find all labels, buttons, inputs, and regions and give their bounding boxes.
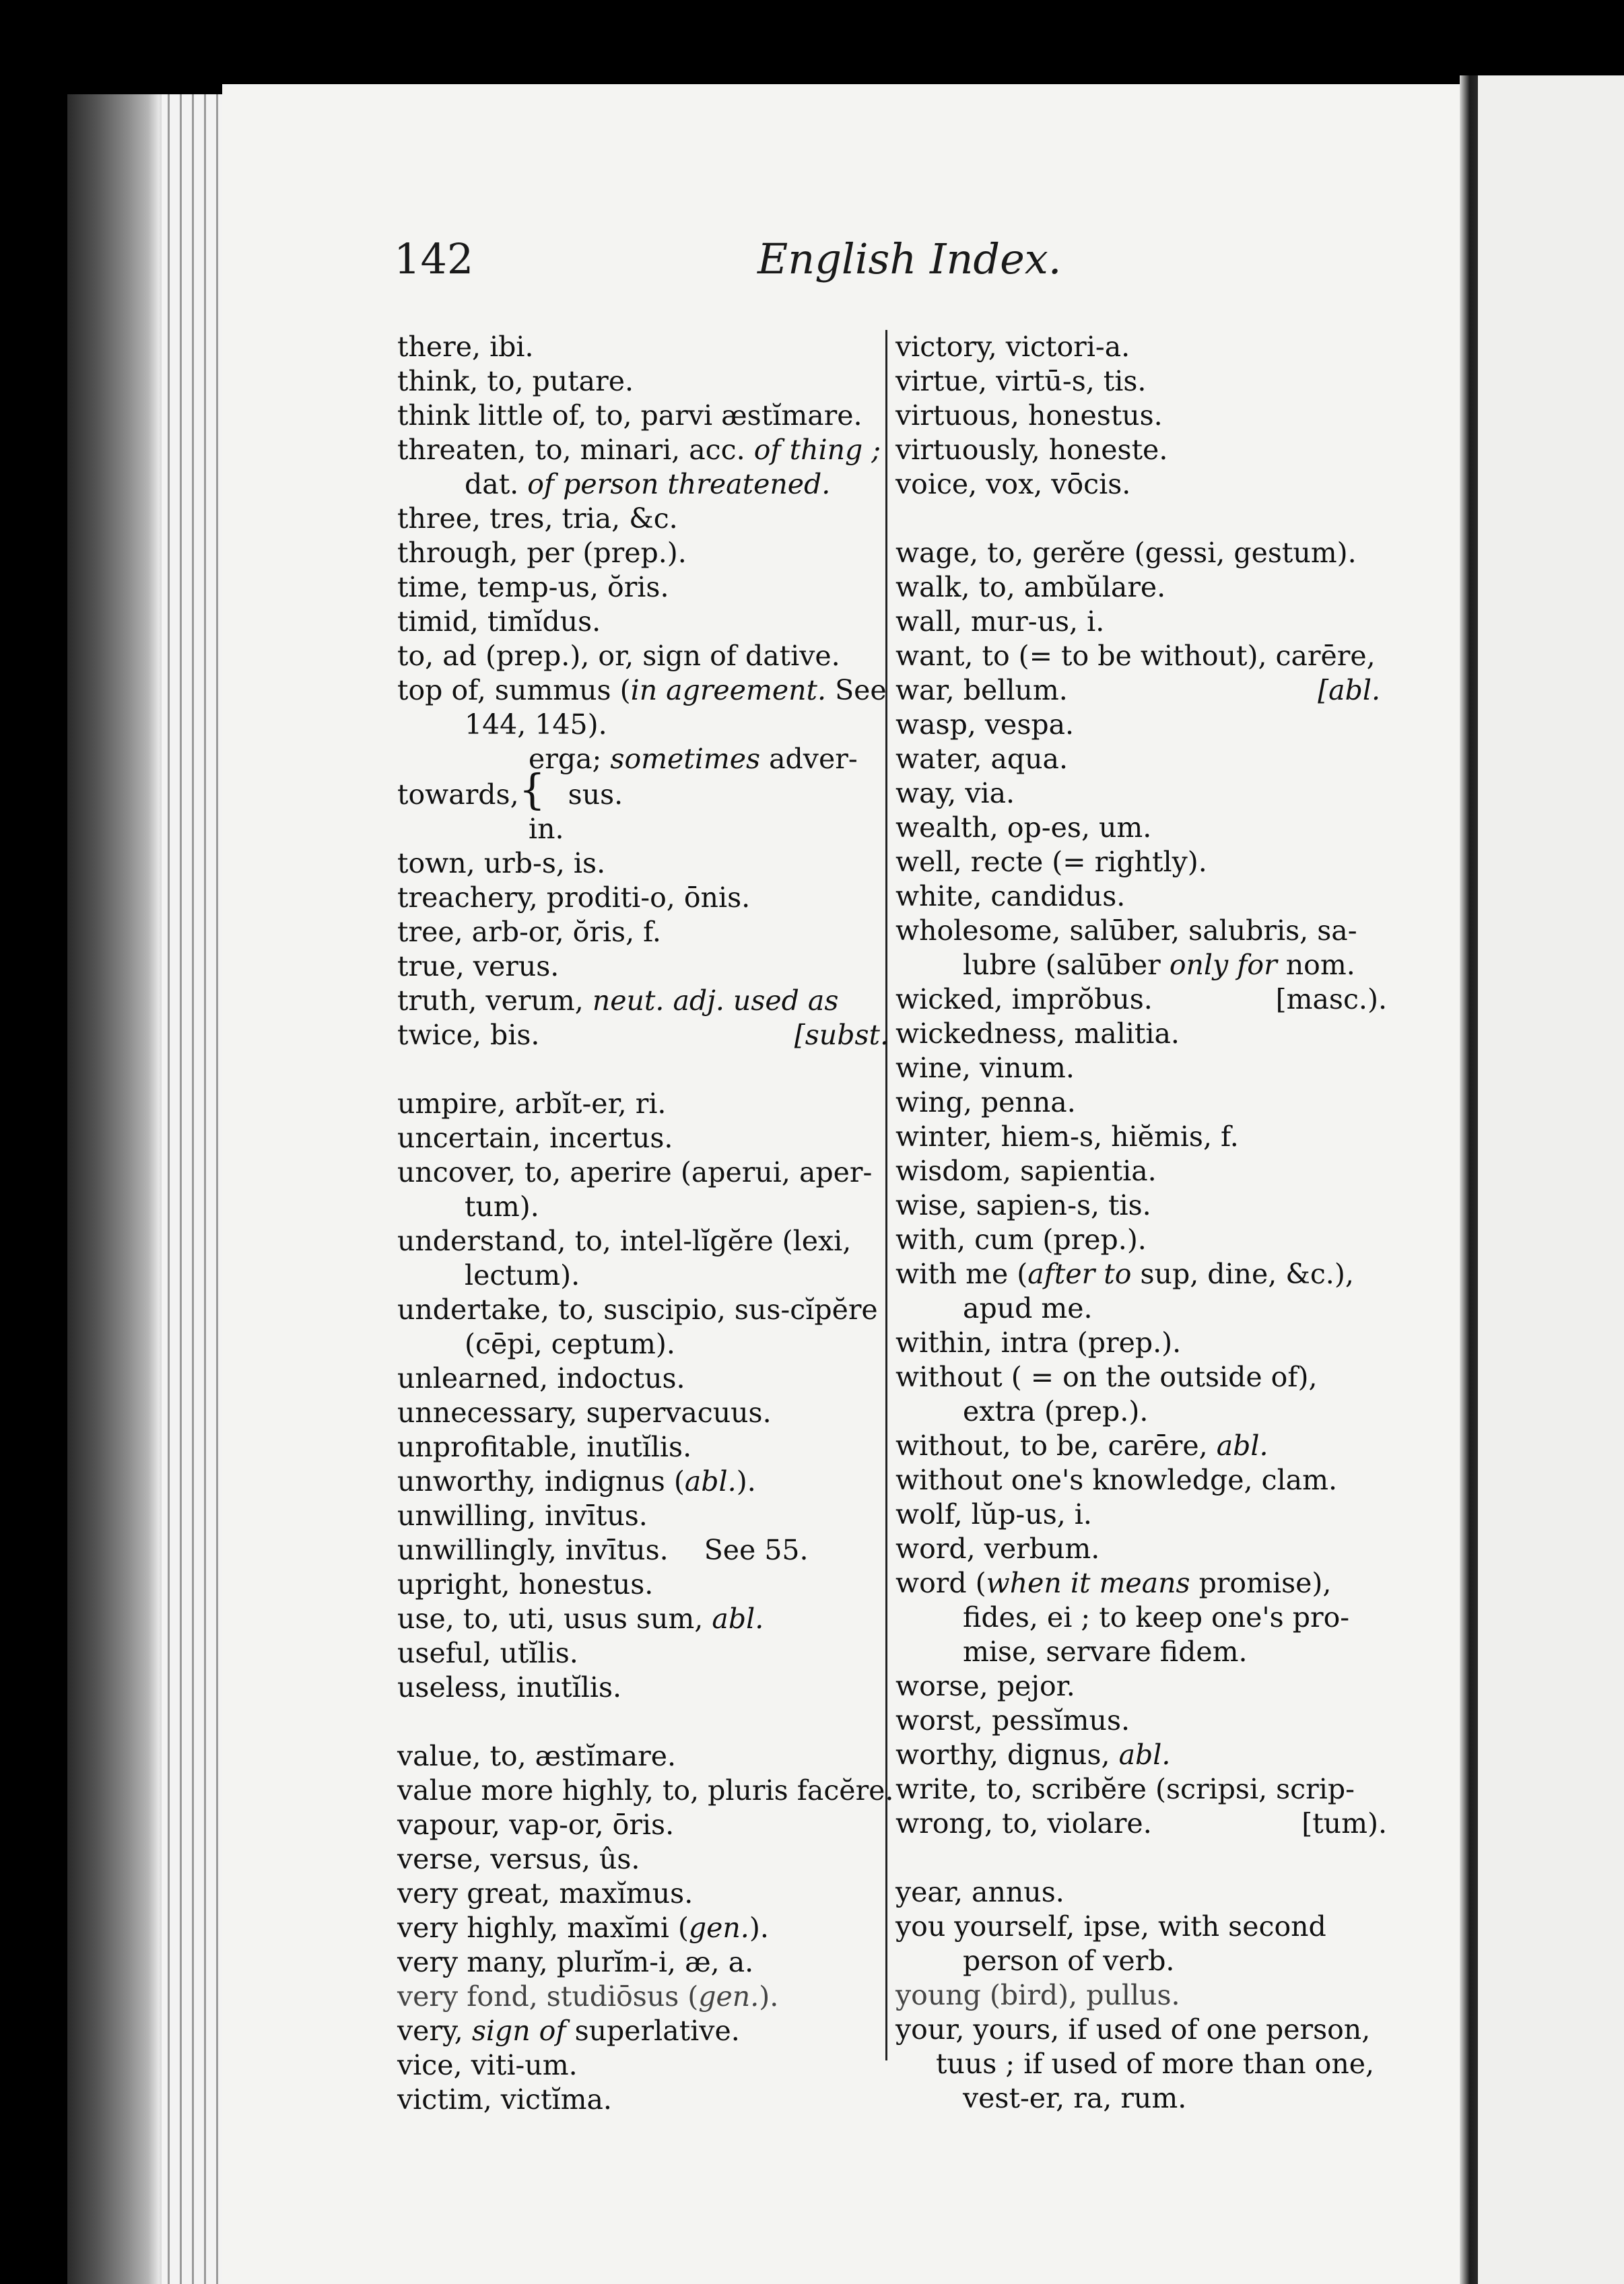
page-edges — [162, 94, 222, 2284]
index-entry: wholesome, salūber, salubris, sa- — [895, 914, 1357, 947]
index-entry: without one's knowledge, clam. — [895, 1464, 1338, 1496]
index-entry: timid, timĭdus. — [397, 605, 601, 638]
index-entry: useful, utĭlis. — [397, 1637, 578, 1669]
index-entry: uncertain, incertus. — [397, 1122, 673, 1154]
index-entry: vice, viti-um. — [397, 2049, 578, 2081]
index-entry: useless, inutĭlis. — [397, 1671, 622, 1704]
index-entry: white, candidus. — [895, 880, 1126, 912]
index-entry: unnecessary, supervacuus. — [397, 1397, 772, 1429]
index-entry: victory, victori-a. — [895, 331, 1130, 363]
index-entry: well, recte (= rightly). — [895, 846, 1207, 878]
index-entry: within, intra (prep.). — [895, 1326, 1182, 1359]
index-entry-cont: extra (prep.). — [963, 1395, 1149, 1428]
index-entry: your, yours, if used of one person, — [895, 2013, 1371, 2046]
index-entry-cont: dat. of person threatened. — [465, 468, 831, 500]
index-entry: victim, victĭma. — [397, 2083, 612, 2116]
index-entry: very fond, studiōsus (gen.). — [397, 1980, 779, 2013]
index-entry-cont: lectum). — [465, 1259, 580, 1291]
index-entry: wolf, lŭp-us, i. — [895, 1498, 1092, 1531]
page-number: 142 — [394, 234, 474, 283]
page-title: English Index. — [757, 234, 1062, 283]
next-page-edge — [1478, 75, 1624, 2284]
index-entry: unprofitable, inutĭlis. — [397, 1431, 692, 1463]
index-entry: wall, mur-us, i. — [895, 605, 1105, 638]
index-entry: wealth, op-es, um. — [895, 811, 1152, 844]
index-entry: wasp, vespa. — [895, 708, 1075, 741]
index-entry: verse, versus, ûs. — [397, 1843, 640, 1875]
index-entry: understand, to, intel-lĭgĕre (lexi, — [397, 1225, 852, 1257]
index-entry: unworthy, indignus (abl.). — [397, 1465, 756, 1498]
index-entry: vapour, vap-or, ōris. — [397, 1809, 675, 1841]
index-entry: wine, vinum. — [895, 1052, 1075, 1084]
index-entry: without, to be, carēre, abl. — [895, 1430, 1268, 1462]
index-entry: truth, verum, neut. adj. used as — [397, 984, 839, 1017]
index-entry: value more highly, to, pluris facĕre. — [397, 1774, 894, 1807]
index-entry: think little of, to, parvi æstĭmare. — [397, 399, 862, 432]
index-entry-cont: apud me. — [963, 1292, 1093, 1324]
left-column — [397, 330, 894, 2117]
index-entry: war, bellum. [abl. — [895, 674, 1380, 706]
right-column — [895, 330, 1407, 2116]
index-entry: wage, to, gerĕre (gessi, gestum). — [895, 537, 1357, 569]
index-entry: way, via. — [895, 777, 1015, 809]
index-entry: with, cum (prep.). — [895, 1223, 1147, 1256]
index-entry: wickedness, malitia. — [895, 1017, 1180, 1050]
index-entry: towards,{ sus. — [397, 765, 623, 814]
index-entry: unwilling, invītus. — [397, 1500, 648, 1532]
index-entry: top of, summus (in agreement. See — [397, 674, 887, 706]
index-entry-cont: lubre (salūber only for nom. — [963, 949, 1355, 981]
index-entry: uncover, to, aperire (aperui, aper- — [397, 1156, 873, 1188]
index-entry-cont: person of verb. — [963, 1945, 1175, 1977]
index-entry: worse, pejor. — [895, 1670, 1075, 1702]
index-entry: without ( = on the outside of), — [895, 1361, 1318, 1393]
index-entry-cont: mise, servare fidem. — [963, 1636, 1248, 1668]
index-entry: undertake, to, suscipio, sus-cĭpĕre — [397, 1294, 878, 1326]
index-entry: winter, hiem-s, hiĕmis, f. — [895, 1120, 1239, 1153]
index-entry-cont: tuus ; if used of more than one, — [936, 2048, 1375, 2080]
index-entry: walk, to, ambŭlare. — [895, 571, 1166, 603]
index-entry: wicked, imprŏbus. [masc.). — [895, 983, 1387, 1015]
index-entry: wrong, to, violare. [tum). — [895, 1807, 1387, 1840]
index-entry-cont: (cēpi, ceptum). — [465, 1328, 675, 1360]
index-entry: virtuous, honestus. — [895, 399, 1163, 432]
index-entry: worthy, dignus, abl. — [895, 1739, 1171, 1771]
index-entry: true, verus. — [397, 950, 560, 982]
index-entry-cont: tum). — [465, 1190, 539, 1223]
running-head — [394, 234, 1350, 308]
index-entry: voice, vox, vōcis. — [895, 468, 1131, 500]
index-entry-cont: vest-er, ra, rum. — [963, 2082, 1187, 2114]
index-entry: wise, sapien-s, tis. — [895, 1189, 1151, 1221]
index-entry: word, verbum. — [895, 1533, 1100, 1565]
index-entry: twice, bis. [subst. — [397, 1019, 889, 1051]
index-entry: there, ibi. — [397, 331, 534, 363]
index-entry-cont: in. — [529, 813, 564, 845]
index-entry: unlearned, indoctus. — [397, 1362, 685, 1395]
index-entry: very great, maxĭmus. — [397, 1877, 693, 1910]
index-entry: water, aqua. — [895, 743, 1069, 775]
index-entry: time, temp-us, ŏris. — [397, 571, 669, 603]
index-entry: with me (after to sup, dine, &c.), — [895, 1258, 1354, 1290]
index-entry-cont: fides, ei ; to keep one's pro- — [963, 1601, 1350, 1634]
index-entry: virtue, virtū-s, tis. — [895, 365, 1147, 397]
index-entry-cont: erga; sometimes adver- — [529, 743, 858, 775]
index-entry: very, sign of superlative. — [397, 2015, 740, 2047]
index-entry: threaten, to, minari, acc. of thing ; — [397, 434, 881, 466]
index-entry: year, annus. — [895, 1876, 1064, 1908]
index-entry: think, to, putare. — [397, 365, 634, 397]
index-entry: virtuously, honeste. — [895, 434, 1168, 466]
gutter-shadow — [1460, 75, 1478, 2284]
index-entry: word (when it means promise), — [895, 1567, 1332, 1599]
index-entry: young (bird), pullus. — [895, 1979, 1180, 2011]
index-entry: unwillingly, invītus. See 55. — [397, 1534, 809, 1566]
index-entry: value, to, æstĭmare. — [397, 1740, 677, 1772]
index-entry-cont: 144, 145). — [465, 708, 607, 741]
index-entry: write, to, scribĕre (scripsi, scrip- — [895, 1773, 1355, 1805]
index-entry: tree, arb-or, ŏris, f. — [397, 916, 661, 948]
index-entry: umpire, arbĭt-er, ri. — [397, 1087, 667, 1120]
index-entry: very many, plurĭm-i, æ, a. — [397, 1946, 754, 1978]
index-entry: town, urb-s, is. — [397, 847, 606, 879]
index-entry: to, ad (prep.), or, sign of dative. — [397, 640, 840, 672]
index-entry: want, to (= to be without), carēre, — [895, 640, 1376, 672]
index-entry: worst, pessĭmus. — [895, 1704, 1130, 1737]
index-entry: wisdom, sapientia. — [895, 1155, 1157, 1187]
index-entry: use, to, uti, usus sum, abl. — [397, 1603, 764, 1635]
index-entry: wing, penna. — [895, 1086, 1076, 1118]
index-entry: through, per (prep.). — [397, 537, 687, 569]
index-entry: you yourself, ipse, with second — [895, 1910, 1326, 1943]
index-entry: three, tres, tria, &c. — [397, 502, 678, 535]
index-entry: very highly, maxĭmi (gen.). — [397, 1912, 769, 1944]
index-entry: treachery, proditi-o, ōnis. — [397, 881, 751, 914]
index-entry: upright, honestus. — [397, 1568, 654, 1601]
